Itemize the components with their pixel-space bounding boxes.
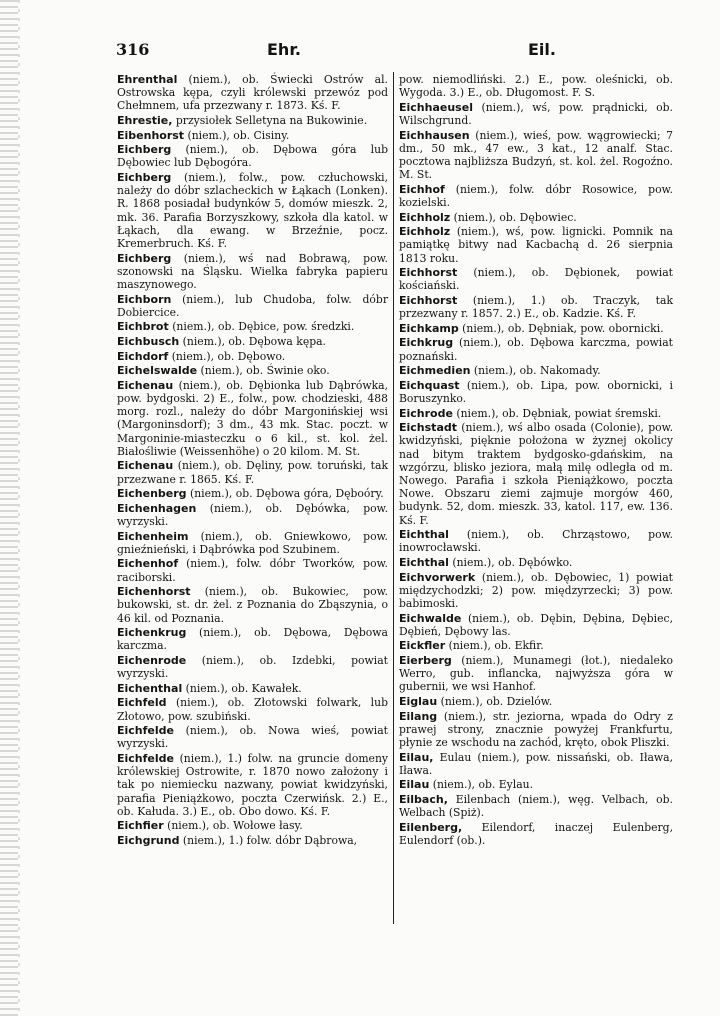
entry-headword: Eichhorst (399, 293, 458, 307)
entry-headword: Eichberg (117, 251, 172, 265)
entry-headword: Eichmedien (399, 364, 471, 378)
entry-text: (niem.), ob. Bukowiec, pow. bukowski, st. dr. żel. z Poznania do Zbąszynia, o 46 kil. od Poznania. (117, 585, 388, 625)
entry-headword: Eichenau (117, 459, 174, 473)
dictionary-entry (399, 294, 673, 320)
page-number: 316 (116, 40, 150, 59)
dictionary-entry (399, 183, 673, 209)
dictionary-entry (117, 502, 388, 528)
entry-text: (niem.), ob. Dębowa góra, Dęboóry. (186, 487, 384, 501)
entry-text: (niem.), ob. Dęliny, pow. toruński, tak przezwane r. 1865. Kś. F. (117, 459, 388, 486)
entry-headword: Eichberg (117, 170, 172, 184)
entry-text: (niem.), ob. Dębowiec. (450, 210, 577, 224)
entry-headword: Eichfelde (117, 751, 174, 765)
entry-text: (niem.), folw., pow. człuchowski, należy do dóbr szlacheckich w Łąkach (Lonken). R. 1868 posiadał budynków 5, domów mieszk. 2, mk. 36. Parafia Borzyszkowy, szkoła dla katol. w Łąkach, dla ewang. w Brzeźnie, pocz. Kremerbruch. Kś. F. (117, 170, 388, 250)
entry-text: (niem.), ob. Lipa, pow. obornicki, i Boruszynko. (399, 378, 673, 405)
entry-headword: Eilbach, (399, 792, 448, 806)
entry-text: Eulau (niem.), pow. nissański, ob. Iława, Iława. (399, 750, 673, 777)
entry-text: (niem.), ob. Dębówka, pow. wyrzyski. (117, 501, 388, 528)
dictionary-entry (399, 101, 673, 127)
entry-text: (niem.), ob. Dębin, Dębina, Dębiec, Dębień, Dębowy las. (399, 611, 673, 638)
dictionary-entry (399, 322, 673, 335)
entry-headword: Eichenrode (117, 653, 187, 667)
entry-text: (niem.), 1.) folw. na gruncie domeny królewskiej Ostrowite, r. 1870 nowo założony i tak po niemiecku nazwany, powiat kwidzyński, parafia Pieniążkowo, poczta Czerwińsk. 2.) E., ob. Kałuda. 3.) E., ob. Obo dowo. Kś. F. (117, 751, 388, 818)
dictionary-entry (399, 654, 673, 694)
dictionary-entry (117, 320, 388, 333)
entry-headword: Eilau, (399, 750, 434, 764)
dictionary-entry (399, 336, 673, 362)
dictionary-entry (399, 778, 673, 791)
entry-text: (niem.), ob. Izdebki, powiat wyrzyski. (117, 653, 388, 681)
dictionary-entry (399, 793, 673, 819)
dictionary-entry (399, 129, 673, 182)
dictionary-entry (117, 129, 388, 142)
entry-text: (niem.), ob. Złotowski folwark, lub Złotowo, pow. szubiński. (117, 696, 388, 723)
dictionary-entry (399, 695, 673, 708)
entry-headword: Eichquast (399, 378, 460, 392)
column-divider (393, 72, 394, 924)
entry-text: (niem.), ob. Dębówko. (448, 555, 573, 569)
entry-text: (niem.), ob. Chrząstowo, pow. inowrocławski. (399, 528, 673, 555)
entry-headword: Eichenau (117, 378, 174, 392)
entry-text: (niem.), ob. Dębniak, powiat śremski. (452, 406, 662, 420)
entry-headword: Eichholz (399, 225, 451, 239)
entry-text: przysiołek Selletyna na Bukowinie. (172, 114, 368, 127)
dictionary-entry (399, 710, 673, 750)
dictionary-entry (117, 819, 388, 832)
entry-text: Eilenbach (niem.), węg. Velbach, ob. Welbach (Spiż). (399, 792, 673, 820)
dictionary-entry (117, 252, 388, 292)
entry-text: (niem.), wś, pow. lignicki. Pomnik na pamiątkę bitwy nad Kacbachą d. 26 sierpnia 1813 roku. (399, 225, 673, 265)
entry-text: (niem.), ob. Dębowa karczma, powiat poznański. (399, 336, 673, 363)
dictionary-entry (399, 821, 673, 847)
entry-text: (niem.), ob. Dębowa, Dębowa karczma. (117, 626, 388, 653)
dictionary-entry (399, 751, 673, 777)
dictionary-entry (117, 73, 388, 113)
entry-text: (niem.), ob. Nakomady. (470, 364, 601, 378)
entry-headword: Eichhorst (399, 266, 458, 280)
entry-headword: Eichbrot (117, 320, 169, 334)
dictionary-entry (399, 571, 673, 611)
entry-headword: Eichenhorst (117, 585, 191, 599)
entry-text: Eilendorf, inaczej Eulenberg, Eulendorf (ob.). (399, 820, 673, 847)
entry-text: (niem.), ob. Dębowa góra lub Dębowiec lub Dębogóra. (117, 143, 388, 170)
entry-text: (niem.), lub Chudoba, folw. dóbr Dobiercice. (117, 292, 388, 319)
entry-text: (niem.), ob. Dębionka lub Dąbrówka, pow. bydgoski. 2) E., folw., pow. chodzieski, 488 morg. rozl., należy do dóbr Margonińskiej wsi (Margoninsdorf); 3 dm., 43 mk. Stac. poczt. w Margoninie-miasteczku o 6 kil., st. kol. żel. Białośliwie (Weissenhöhe) o 20 kilom. M. St. (117, 378, 388, 458)
entry-text: (niem.), 1.) folw. dóbr Dąbrowa, (179, 833, 358, 847)
entry-headword: Eichthal (399, 555, 449, 569)
entry-headword: Eichkrug (399, 336, 454, 350)
dictionary-entry (399, 556, 673, 569)
entry-headword: Eibenhorst (117, 128, 185, 142)
entry-headword: Eierberg (399, 653, 452, 667)
entry-text: (niem.), 1.) ob. Traczyk, tak przezwany r. 1857. 2.) E., ob. Kadzie. Kś. F. (399, 293, 673, 321)
entry-headword: Eichgrund (117, 833, 180, 847)
entry-text: (niem.), ob. Nowa wieś, powiat wyrzyski. (117, 724, 388, 751)
entry-headword: Eichhof (399, 182, 445, 196)
dictionary-entry (117, 379, 388, 458)
entry-headword: Eichfelde (117, 724, 174, 738)
dictionary-entry (117, 626, 388, 652)
entry-headword: Eichenhagen (117, 501, 197, 515)
dictionary-entry (117, 696, 388, 722)
entry-text: (niem.), wś nad Bobrawą, pow. szonowski na Śląsku. Wielka fabryka papieru maszynowego. (117, 251, 388, 291)
entry-text: (niem.), ob. Dębniak, pow. obornicki. (458, 321, 664, 335)
entry-headword: Eichenkrug (117, 626, 187, 640)
entry-text: (niem.), ob. Eylau. (429, 778, 534, 792)
entry-headword: Eichenthal (117, 681, 183, 695)
running-head-left: Ehr. (267, 40, 302, 59)
entry-headword: Eichfier (117, 819, 164, 833)
entry-headword: Eichstadt (399, 421, 457, 435)
dictionary-entry (399, 612, 673, 638)
dictionary-entry (117, 114, 388, 127)
page-binding-edge-inner (18, 0, 20, 1016)
dictionary-entry (117, 834, 388, 847)
entry-text: (niem.), ob. Dębowo. (168, 349, 286, 363)
dictionary-entry (117, 459, 388, 485)
entry-headword: Eiglau (399, 694, 438, 708)
dictionary-entry (399, 421, 673, 527)
dictionary-entry (117, 171, 388, 250)
entry-text: (niem.), ob. Kawałek. (182, 681, 302, 695)
entry-text: (niem.), ob. Dębice, pow. średzki. (168, 320, 355, 334)
entry-headword: Eilenberg, (399, 820, 463, 834)
entry-text: (niem.), ob. Dębionek, powiat kościański. (399, 266, 673, 293)
entry-text: (niem.), ob. Dzielów. (437, 694, 553, 708)
dictionary-entry (117, 724, 388, 750)
dictionary-entry (117, 530, 388, 556)
entry-text: (niem.), ob. Świecki Ostrów al. Ostrowska kępa, czyli królewski przewóz pod Chełmnem, ufa przezwany r. 1873. Kś. F. (117, 73, 388, 113)
dictionary-entry (117, 752, 388, 818)
dictionary-entry (117, 487, 388, 500)
page-binding-edge (0, 0, 18, 1016)
entry-headword: Eichrode (399, 406, 453, 420)
dictionary-entry (399, 364, 673, 377)
dictionary-entry (117, 682, 388, 695)
entry-headword: Eichenhof (117, 557, 179, 571)
entry-headword: Eichvorwerk (399, 570, 476, 584)
dictionary-entry (399, 407, 673, 420)
dictionary-entry (399, 225, 673, 265)
entry-text: (niem.), wieś, pow. wągrowiecki; 7 dm., 50 mk., 47 ew., 3 kat., 12 analf. Stac. pocztowa najbliższa Budzyń, st. kol. żel. Rogoźno. M. St. (399, 128, 673, 182)
dictionary-entry (117, 364, 388, 377)
entry-headword: Ehrestie, (117, 114, 173, 127)
entry-text: (niem.), ob. Wołowe łasy. (163, 819, 303, 833)
entry-headword: Eilang (399, 709, 438, 723)
entry-headword: Ehrenthal (117, 73, 178, 86)
entry-text: (niem.), ob. Dębowa kępa. (179, 334, 326, 348)
entry-text: (niem.), ob. Ekfir. (445, 639, 544, 653)
dictionary-entry (117, 350, 388, 363)
dictionary-entry (399, 528, 673, 554)
dictionary-entry (399, 73, 673, 99)
entry-headword: Eichborn (117, 292, 172, 306)
entry-headword: Eichelswalde (117, 364, 198, 378)
left-column (117, 73, 388, 849)
entry-text: (niem.), ob. Świnie oko. (197, 364, 330, 378)
dictionary-entry (399, 211, 673, 224)
entry-headword: Eichbusch (117, 334, 180, 348)
entry-headword: Eichdorf (117, 349, 169, 363)
running-head-right: Eil. (528, 40, 556, 59)
entry-headword: Eilau (399, 778, 430, 792)
entry-text: pow. niemodliński. 2.) E., pow. oleśnicki, ob. Wygoda. 3.) E., ob. Długomost. F. S. (399, 73, 673, 100)
entry-headword: Eichenberg (117, 487, 187, 501)
entry-text: (niem.), str. jeziorna, wpada do Odry z prawej strony, znacznie powyżej Frankfurtu, płynie ze wschodu na zachód, kręto, obok Pliszki. (399, 709, 673, 749)
dictionary-entry (117, 557, 388, 583)
entry-text: (niem.), wś albo osada (Colonie), pow. kwidzyński, pięknie położona w żyznej okolicy nad bitym traktem bydgosko-gdańskim, na wzgórzu, blisko jeziora, małą milę odległa od m. Nowego. Parafia i szkoła Pieniążkowo, poczta Nowe. Obszaru ziemi zajmuje morgów 460, budynk. 52, dom. mieszk. 33, katol. 117, ew. 136. Kś. F. (399, 421, 673, 527)
dictionary-entry (399, 379, 673, 405)
dictionary-entry (117, 335, 388, 348)
entry-headword: Eickfler (399, 639, 446, 653)
dictionary-entry (117, 293, 388, 319)
right-column (399, 73, 673, 849)
entry-text: (niem.), folw. dóbr Tworków, pow. raciborski. (117, 557, 388, 584)
entry-headword: Eichwalde (399, 611, 462, 625)
entry-headword: Eichfeld (117, 696, 167, 710)
entry-headword: Eichthal (399, 528, 449, 542)
entry-text: (niem.), folw. dóbr Rosowice, pow. kozielski. (399, 182, 673, 209)
entry-text: (niem.), wś, pow. prądnicki, ob. Wilschgrund. (399, 100, 673, 127)
entry-headword: Eichhaeusel (399, 100, 473, 114)
dictionary-entry (399, 266, 673, 292)
entry-headword: Eichhausen (399, 128, 470, 142)
entry-headword: Eichberg (117, 143, 172, 157)
entry-headword: Eichkamp (399, 321, 459, 335)
entry-text: (niem.), ob. Gniewkowo, pow. gnieźnieński, i Dąbrówka pod Szubinem. (117, 529, 388, 556)
entry-headword: Eichholz (399, 210, 451, 224)
entry-headword: Eichenheim (117, 529, 189, 543)
dictionary-entry (399, 639, 673, 652)
dictionary-entry (117, 654, 388, 680)
entry-text: (niem.), Munamegi (łot.), niedaleko Werro, gub. inflancka, najwyższa góra w gubernii, we wsi Hanhof. (399, 653, 673, 694)
dictionary-entry (117, 585, 388, 625)
entry-text: (niem.), ob. Dębowiec, 1) powiat międzychodzki; 2) pow. międzyrzecki; 3) pow. babimoski. (399, 570, 673, 610)
dictionary-entry (117, 143, 388, 169)
entry-text: (niem.), ob. Cisiny. (184, 128, 290, 142)
